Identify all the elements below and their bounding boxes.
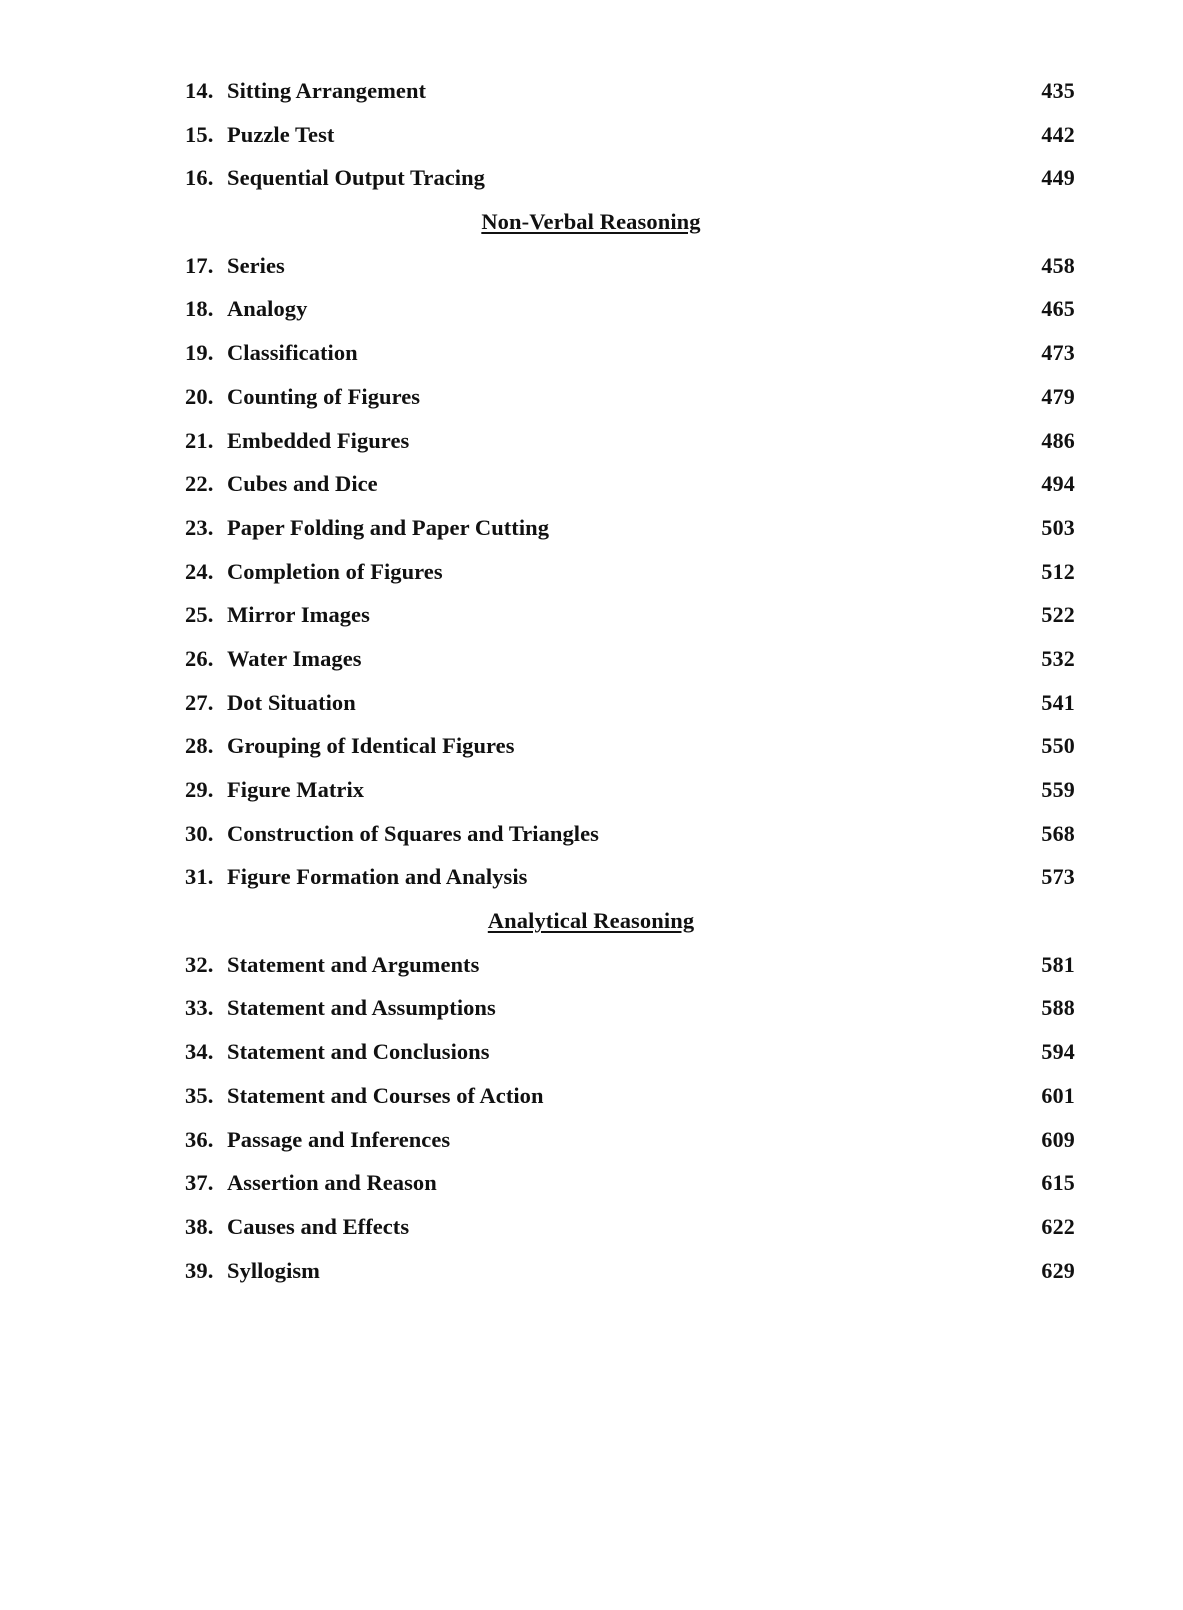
toc-entry-number: 33. [185,995,214,1021]
toc-entry-title: Causes and Effects [227,1213,410,1239]
toc-entry-number: 21. [185,427,214,453]
toc-entry-number: 25. [185,602,214,628]
toc-entry-title: Series [227,252,285,278]
section-heading-label: Non-Verbal Reasoning [481,209,701,235]
toc-entry-number: 26. [185,645,214,671]
toc-entry-number: 38. [185,1213,214,1239]
toc-entry-page-number: 522 [1041,602,1075,628]
toc-entry-number: 36. [185,1126,214,1152]
toc-entry[interactable] [185,1127,1075,1171]
toc-entry-title: Construction of Squares and Triangles [227,820,599,846]
toc-entry-page-number: 442 [1041,121,1075,147]
toc-entry[interactable] [185,559,1075,603]
toc-entry-page-number: 479 [1041,383,1075,409]
toc-entry[interactable] [185,1170,1075,1214]
toc-entry[interactable] [185,471,1075,515]
toc-entry-page-number: 629 [1041,1257,1075,1283]
toc-entry[interactable] [185,296,1075,340]
toc-entry-page-number: 609 [1041,1126,1075,1152]
toc-entry-number: 31. [185,864,214,890]
toc-entry-title: Passage and Inferences [227,1126,451,1152]
toc-entry-title: Analogy [227,296,308,322]
toc-entry-title: Sitting Arrangement [227,78,427,103]
toc-entry-number: 34. [185,1039,214,1065]
toc-entry-page-number: 541 [1041,689,1075,715]
toc-entry[interactable] [185,952,1075,996]
toc-entry[interactable] [185,515,1075,559]
toc-entry-number: 32. [185,951,214,977]
toc-entry-title: Puzzle Test [227,121,335,147]
toc-entry-number: 39. [185,1257,214,1283]
toc-entry-number: 29. [185,777,214,802]
toc-entry-number: 17. [185,252,214,278]
toc-entry-title: Completion of Figures [227,558,443,584]
toc-entry-number: 28. [185,733,214,759]
toc-entry-number: 27. [185,689,214,715]
toc-entry-title: Figure Matrix [227,777,365,802]
toc-entry-page-number: 573 [1041,864,1075,890]
toc-entry-number: 14. [185,78,214,103]
toc-entry[interactable] [185,78,1075,122]
toc-entry-title: Grouping of Identical Figures [227,733,515,759]
toc-entry-title: Embedded Figures [227,427,410,453]
toc-entry-page-number: 473 [1041,340,1075,366]
toc-entry-title: Syllogism [227,1257,320,1283]
toc-entry-title: Paper Folding and Paper Cutting [227,514,550,540]
toc-entry[interactable] [185,733,1075,777]
toc-entry[interactable] [185,122,1075,166]
toc-entry[interactable] [185,1083,1075,1127]
toc-entry[interactable] [185,602,1075,646]
toc-entry-title: Water Images [227,645,362,671]
toc-entry-page-number: 581 [1041,951,1075,977]
toc-entry-page-number: 601 [1041,1082,1075,1108]
toc-entry-page-number: 532 [1041,645,1075,671]
toc-entry[interactable] [185,646,1075,690]
toc-entry-number: 23. [185,514,214,540]
toc-entry-title: Statement and Conclusions [227,1039,490,1065]
toc-entry-title: Statement and Courses of Action [227,1082,544,1108]
toc-entry-title: Counting of Figures [227,383,421,409]
toc-entry-title: Sequential Output Tracing [227,165,485,191]
toc-entry-title: Dot Situation [227,689,356,715]
toc-entry[interactable] [185,1258,1075,1302]
toc-entry-number: 18. [185,296,214,322]
toc-entry-page-number: 594 [1041,1039,1075,1065]
toc-entry-page-number: 486 [1041,427,1075,453]
toc-entry-title: Classification [227,340,358,366]
toc-entry-number: 35. [185,1082,214,1108]
toc-entry-page-number: 494 [1041,471,1075,497]
toc-entry-page-number: 503 [1041,514,1075,540]
toc-entry[interactable] [185,1214,1075,1258]
toc-entry[interactable] [185,165,1075,209]
toc-entry-page-number: 449 [1041,165,1075,191]
toc-entry-page-number: 512 [1041,558,1075,584]
toc-entry-title: Mirror Images [227,602,370,628]
toc-entry-page-number: 465 [1041,296,1075,322]
toc-entry-number: 20. [185,383,214,409]
table-of-contents-list [185,78,1075,1301]
toc-entry[interactable] [185,384,1075,428]
toc-entry[interactable] [185,777,1075,821]
toc-entry-number: 19. [185,340,214,366]
toc-entry[interactable] [185,253,1075,297]
toc-entry-page-number: 615 [1041,1170,1075,1196]
toc-entry-number: 24. [185,558,214,584]
toc-entry-page-number: 458 [1041,252,1075,278]
toc-entry-page-number: 550 [1041,733,1075,759]
toc-entry-page-number: 559 [1041,777,1075,802]
toc-entry[interactable] [185,864,1075,908]
toc-entry[interactable] [185,1039,1075,1083]
toc-entry-number: 22. [185,471,214,497]
toc-entry-number: 15. [185,121,214,147]
section-heading-label: Analytical Reasoning [487,908,695,934]
toc-entry-page-number: 588 [1041,995,1075,1021]
toc-entry-title: Statement and Arguments [227,951,480,977]
toc-entry-page-number: 435 [1041,78,1075,103]
section-heading [185,908,1075,952]
toc-entry[interactable] [185,995,1075,1039]
toc-entry-page-number: 568 [1041,820,1075,846]
toc-entry-number: 30. [185,820,214,846]
section-heading [185,209,1075,253]
toc-entry-title: Figure Formation and Analysis [227,864,528,890]
toc-entry-title: Cubes and Dice [227,471,378,497]
toc-entry[interactable] [185,340,1075,384]
toc-entry-page-number: 622 [1041,1213,1075,1239]
toc-entry-title: Statement and Assumptions [227,995,496,1021]
toc-entry-title: Assertion and Reason [227,1170,437,1196]
toc-entry[interactable] [185,428,1075,472]
toc-entry-number: 16. [185,165,214,191]
toc-entry[interactable] [185,821,1075,865]
toc-entry-number: 37. [185,1170,214,1196]
toc-entry[interactable] [185,690,1075,734]
